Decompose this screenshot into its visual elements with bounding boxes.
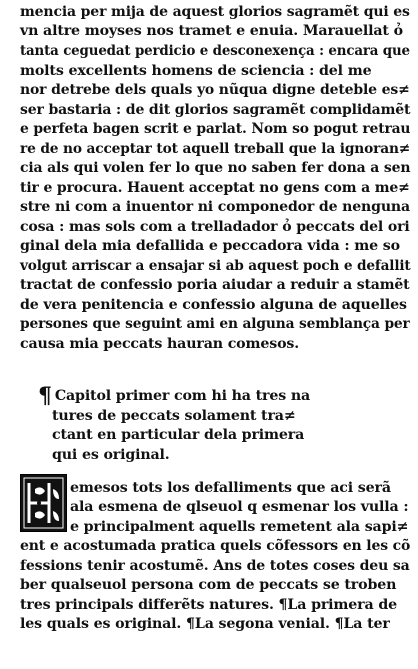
chapter-heading-line bbox=[38, 383, 311, 409]
text-line: persones que seguint ami en alguna semblança per bbox=[20, 316, 410, 332]
text-line: nor detrebe dels quals yo nũqua digne deteble es≠ bbox=[20, 82, 410, 98]
floral-initial-icon bbox=[21, 475, 66, 531]
text-line: mencia per mija de aquest glorios sagramẽt qui es bbox=[20, 4, 410, 20]
text-line: tanta ceguedat perdicio e desconexença : encara que bbox=[20, 43, 410, 59]
text-line: e principalment aquells remetent ala sapi≠ bbox=[70, 519, 409, 535]
pilcrow-icon: ¶ bbox=[38, 383, 52, 409]
text-line: vn altre moyses nos tramet e enuia. Marauellat ỏ bbox=[20, 23, 403, 39]
text-line: tir e procura. Hauent acceptat no gens com a me≠ bbox=[20, 180, 410, 196]
text-line: volgut arriscar a ensajar si ab aquest poch e defallit bbox=[20, 258, 411, 274]
text-line: ginal dela mia defallida e peccadora vida : me so bbox=[20, 238, 400, 254]
text-line: tres principals differẽts natures. ¶La primera de bbox=[20, 597, 397, 613]
text-line: les quals es original. ¶La segona venial. ¶La ter bbox=[20, 616, 390, 632]
text-line: tractat de confessio poria aiudar a reduir a stamẽt bbox=[20, 277, 410, 293]
text-line: re de no acceptar tot aquell treball que la ignoran≠ bbox=[20, 141, 411, 157]
text-line: molts excellents homens de sciencia : del me bbox=[20, 63, 372, 79]
chapter-heading-line: ctant en particular dela primera bbox=[52, 427, 305, 443]
text-line: ber qualseuol persona com de peccats se troben bbox=[20, 577, 397, 593]
text-line: causa mia peccats hauran comesos. bbox=[20, 336, 300, 352]
chapter-heading-text: Capitol primer com hi ha tres na bbox=[54, 388, 311, 404]
text-line: fessions tenir acostumẽ. Ans de totes coses deu sa bbox=[20, 558, 410, 574]
chapter-heading-line: tures de peccats solament tra≠ bbox=[52, 408, 296, 424]
text-line: ser bastaria : de dit glorios sagramẽt complidamẽt bbox=[20, 102, 411, 118]
text-line: de vera penitencia e confessio alguna de aquelles bbox=[20, 297, 407, 313]
text-line: cosa : mas sols com a trelladador ỏ peccats del ori bbox=[20, 219, 410, 235]
text-line: ent e acostumada pratica quels cõfessors en les cõ bbox=[20, 538, 411, 554]
decorated-initial-h bbox=[20, 474, 67, 532]
text-line: stre ni com a inuentor ni componedor de nenguna bbox=[20, 199, 410, 215]
text-line: cia als qui volen fer lo que no saben fer dona a sen bbox=[20, 160, 411, 176]
chapter-heading-line: qui es original. bbox=[52, 447, 170, 463]
text-line: emesos tots los defalliments que aci serã bbox=[70, 480, 391, 496]
text-line: e perfeta bagen scrit e parlat. Nom so pogut retrau bbox=[20, 121, 411, 137]
text-line: ala esmena de qlseuol q esmenar los vulla : bbox=[70, 499, 409, 515]
